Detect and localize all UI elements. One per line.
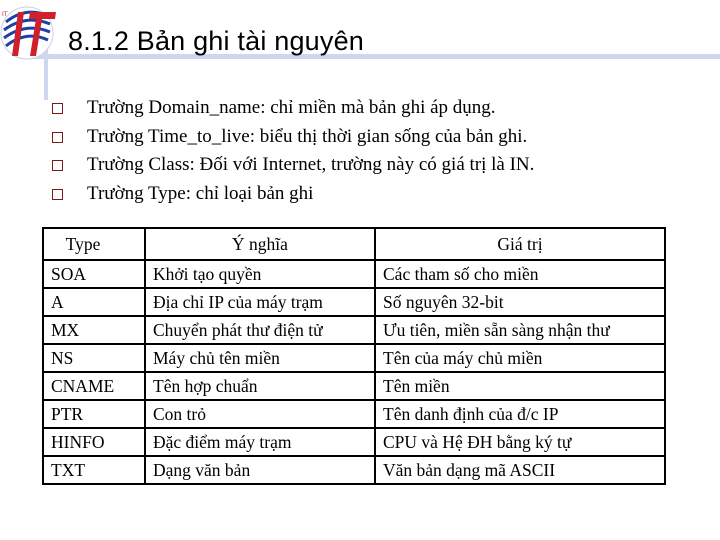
cell-type: MX (43, 316, 145, 344)
header-meaning: Ý nghĩa (145, 228, 375, 260)
cell-type: PTR (43, 400, 145, 428)
table-row (43, 260, 665, 288)
table-row (43, 428, 665, 456)
cell-meaning: Dạng văn bản (145, 456, 375, 484)
cell-type: SOA (43, 260, 145, 288)
cell-value: Ưu tiên, miền sẵn sàng nhận thư (375, 316, 665, 344)
cell-type: TXT (43, 456, 145, 484)
header-value: Giá trị (375, 228, 665, 260)
table-row (43, 288, 665, 316)
cell-value: Số nguyên 32-bit (375, 288, 665, 316)
cell-type: A (43, 288, 145, 316)
cell-meaning: Địa chỉ IP của máy trạm (145, 288, 375, 316)
cell-value: Tên danh định của đ/c IP (375, 400, 665, 428)
table-row (43, 316, 665, 344)
cell-value: Tên miền (375, 372, 665, 400)
table-row (43, 372, 665, 400)
cell-value: Các tham số cho miền (375, 260, 665, 288)
record-types-table (42, 227, 666, 485)
square-bullet-icon (52, 160, 63, 171)
table-row (43, 344, 665, 372)
cell-value: CPU và Hệ ĐH bằng ký tự (375, 428, 665, 456)
cell-meaning: Tên hợp chuẩn (145, 372, 375, 400)
cell-meaning: Đặc điểm máy trạm (145, 428, 375, 456)
cell-type: HINFO (43, 428, 145, 456)
cell-type: CNAME (43, 372, 145, 400)
square-bullet-icon (52, 132, 63, 143)
cell-meaning: Máy chủ tên miền (145, 344, 375, 372)
cell-meaning: Chuyển phát thư điện tử (145, 316, 375, 344)
table-row (43, 400, 665, 428)
cell-value: Văn bản dạng mã ASCII (375, 456, 665, 484)
cell-meaning: Khởi tạo quyền (145, 260, 375, 288)
table-header-row (43, 228, 665, 260)
table-row (43, 456, 665, 484)
svg-text:IT: IT (2, 11, 8, 18)
square-bullet-icon (52, 103, 63, 114)
faculty-logo (0, 0, 66, 66)
cell-type: NS (43, 344, 145, 372)
slide-title: 8.1.2 Bản ghi tài nguyên (68, 26, 365, 56)
cell-meaning: Con trỏ (145, 400, 375, 428)
square-bullet-icon (52, 189, 63, 200)
header-type: Type (43, 228, 145, 260)
cell-value: Tên của máy chủ miền (375, 344, 665, 372)
